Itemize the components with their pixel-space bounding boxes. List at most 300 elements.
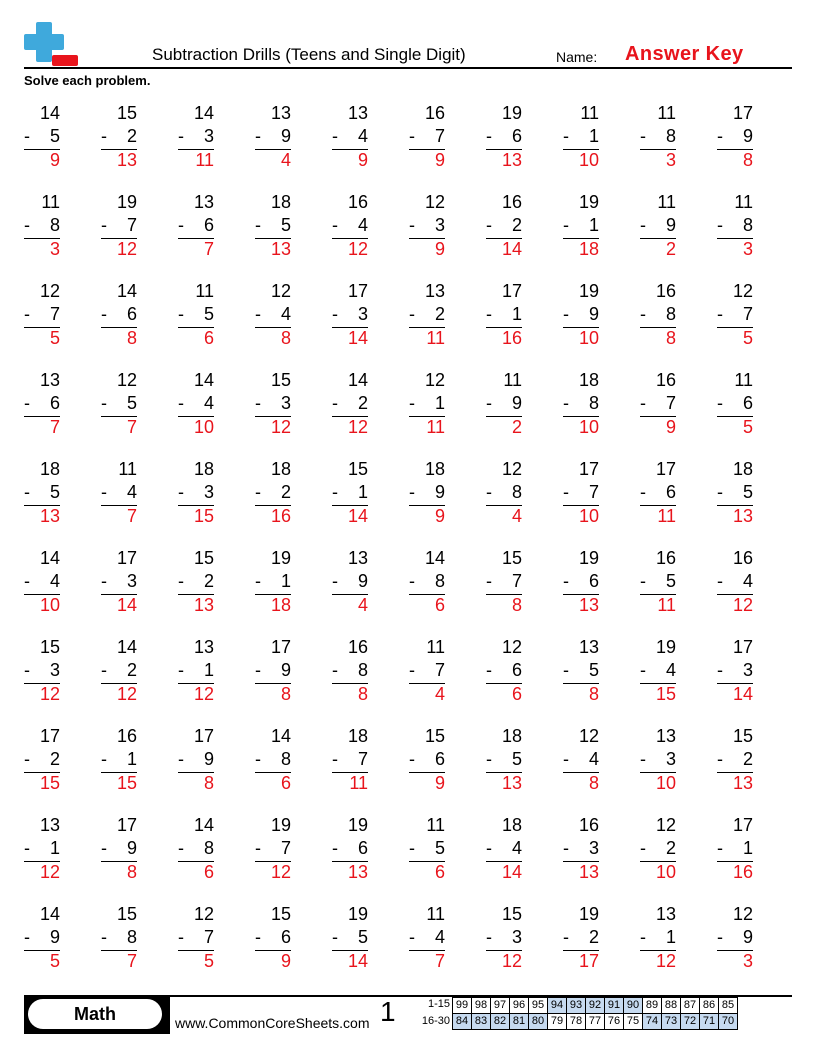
minuend: 11 — [426, 904, 445, 924]
answer: 14 — [347, 506, 368, 526]
answer: 11 — [657, 595, 676, 615]
name-label: Name: — [556, 49, 598, 65]
subtrahend: 1 — [49, 838, 60, 858]
answer: 12 — [501, 951, 522, 971]
subtrahend: 6 — [49, 393, 60, 413]
answer: 12 — [732, 595, 753, 615]
minuend: 19 — [578, 281, 599, 301]
score-cell: 93 — [567, 998, 586, 1014]
minus-sign: - — [717, 660, 723, 680]
score-cell: 89 — [643, 998, 662, 1014]
minus-sign: - — [255, 660, 261, 680]
answer: 12 — [270, 417, 291, 437]
problem — [640, 369, 680, 437]
answer: 10 — [39, 595, 60, 615]
subtrahend: 2 — [126, 126, 137, 146]
subtrahend: 7 — [357, 749, 368, 769]
answer: 6 — [434, 595, 445, 615]
problem — [24, 636, 64, 704]
score-cell: 86 — [700, 998, 719, 1014]
answer: 12 — [116, 239, 137, 259]
minus-sign: - — [486, 571, 492, 591]
problem — [717, 636, 757, 704]
minus-sign: - — [640, 927, 646, 947]
subtrahend: 6 — [126, 304, 137, 324]
problem — [563, 458, 603, 526]
subtrahend: 8 — [49, 215, 60, 235]
minus-sign: - — [563, 660, 569, 680]
answer: 4 — [511, 506, 522, 526]
minus-sign: - — [332, 749, 338, 769]
minuend: 18 — [270, 459, 291, 479]
minus-sign: - — [255, 838, 261, 858]
problem — [640, 814, 680, 882]
subtrahend: 8 — [280, 749, 291, 769]
minuend: 14 — [39, 904, 60, 924]
problem — [101, 725, 141, 793]
problem — [640, 191, 680, 259]
score-cell: 97 — [491, 998, 510, 1014]
answer: 6 — [203, 862, 214, 882]
minus-sign: - — [24, 482, 30, 502]
answer: 13 — [116, 150, 137, 170]
problem — [255, 280, 295, 348]
minus-sign: - — [24, 749, 30, 769]
subtrahend: 1 — [280, 571, 291, 591]
minus-sign: - — [486, 838, 492, 858]
minus-sign: - — [640, 482, 646, 502]
minus-sign: - — [563, 927, 569, 947]
subtrahend: 9 — [665, 215, 676, 235]
minus-sign: - — [640, 660, 646, 680]
problem — [717, 814, 757, 882]
problem — [409, 280, 449, 348]
subtrahend: 7 — [742, 304, 753, 324]
subtrahend: 1 — [511, 304, 522, 324]
minuend: 11 — [118, 459, 137, 479]
minus-sign: - — [486, 482, 492, 502]
problem — [563, 280, 603, 348]
answer: 3 — [665, 150, 676, 170]
minuend: 14 — [347, 370, 368, 390]
answer: 13 — [501, 150, 522, 170]
answer: 6 — [434, 862, 445, 882]
answer: 7 — [126, 506, 137, 526]
answer: 4 — [434, 684, 445, 704]
answer: 10 — [655, 773, 676, 793]
problem — [178, 191, 218, 259]
score-cell: 77 — [586, 1014, 605, 1030]
score-cell: 81 — [510, 1014, 529, 1030]
minuend: 12 — [501, 459, 522, 479]
problem — [178, 725, 218, 793]
subtrahend: 6 — [280, 927, 291, 947]
problem — [409, 547, 449, 615]
score-cell: 78 — [567, 1014, 586, 1030]
minus-sign: - — [486, 927, 492, 947]
answer: 10 — [578, 506, 599, 526]
score-cell: 95 — [529, 998, 548, 1014]
minus-sign: - — [486, 126, 492, 146]
answer: 12 — [116, 684, 137, 704]
subtrahend: 9 — [434, 482, 445, 502]
problem — [178, 903, 218, 971]
minuend: 18 — [39, 459, 60, 479]
problem — [563, 636, 603, 704]
answer: 6 — [203, 328, 214, 348]
problem — [255, 458, 295, 526]
minus-sign: - — [409, 126, 415, 146]
subtrahend: 3 — [742, 660, 753, 680]
minus-sign: - — [486, 215, 492, 235]
answer: 9 — [434, 150, 445, 170]
subtrahend: 5 — [742, 482, 753, 502]
minus-sign: - — [255, 749, 261, 769]
minus-sign: - — [101, 393, 107, 413]
answer: 12 — [193, 684, 214, 704]
subtrahend: 6 — [357, 838, 368, 858]
problem — [640, 280, 680, 348]
minuend: 14 — [116, 281, 137, 301]
subtrahend: 3 — [126, 571, 137, 591]
subtrahend: 8 — [126, 927, 137, 947]
subtrahend: 4 — [49, 571, 60, 591]
subtrahend: 5 — [434, 838, 445, 858]
subtrahend: 9 — [203, 749, 214, 769]
minuend: 16 — [116, 726, 137, 746]
answer: 8 — [203, 773, 214, 793]
answer: 5 — [49, 951, 60, 971]
minus-sign: - — [101, 927, 107, 947]
subtrahend: 2 — [126, 660, 137, 680]
minuend: 15 — [270, 370, 291, 390]
answer: 9 — [434, 773, 445, 793]
answer: 10 — [578, 417, 599, 437]
problem — [409, 903, 449, 971]
score-cell: 90 — [624, 998, 643, 1014]
problem — [178, 636, 218, 704]
subtrahend: 1 — [126, 749, 137, 769]
minus-sign: - — [101, 304, 107, 324]
problem — [563, 903, 603, 971]
minuend: 13 — [347, 548, 368, 568]
answer: 13 — [347, 862, 368, 882]
minuend: 19 — [578, 192, 599, 212]
minus-sign: - — [101, 571, 107, 591]
math-logo-icon — [22, 22, 80, 68]
minuend: 16 — [655, 370, 676, 390]
minuend: 13 — [39, 370, 60, 390]
answer: 5 — [49, 328, 60, 348]
problem — [563, 547, 603, 615]
minus-sign: - — [717, 126, 723, 146]
problem — [101, 280, 141, 348]
subtrahend: 7 — [665, 393, 676, 413]
answer: 11 — [349, 773, 368, 793]
answer: 4 — [357, 595, 368, 615]
answer: 5 — [742, 417, 753, 437]
subtrahend: 5 — [511, 749, 522, 769]
minuend: 16 — [347, 192, 368, 212]
minus-sign: - — [178, 215, 184, 235]
minuend: 15 — [116, 904, 137, 924]
subtrahend: 2 — [203, 571, 214, 591]
answer: 12 — [655, 951, 676, 971]
minus-sign: - — [409, 749, 415, 769]
minuend: 17 — [347, 281, 368, 301]
subtrahend: 3 — [203, 126, 214, 146]
minus-sign: - — [332, 571, 338, 591]
minus-sign: - — [563, 304, 569, 324]
minus-sign: - — [717, 304, 723, 324]
minus-sign: - — [409, 482, 415, 502]
minus-sign: - — [332, 126, 338, 146]
answer: 14 — [501, 862, 522, 882]
subtrahend: 8 — [203, 838, 214, 858]
minuend: 14 — [193, 370, 214, 390]
answer: 8 — [126, 328, 137, 348]
subtrahend: 7 — [280, 838, 291, 858]
problem — [24, 191, 64, 259]
minuend: 13 — [347, 103, 368, 123]
subtrahend: 3 — [357, 304, 368, 324]
score-cell: 96 — [510, 998, 529, 1014]
subtrahend: 1 — [203, 660, 214, 680]
problem — [486, 369, 526, 437]
minuend: 11 — [580, 103, 599, 123]
minus-sign: - — [178, 571, 184, 591]
problem — [24, 903, 64, 971]
minuend: 12 — [732, 281, 753, 301]
minuend: 15 — [270, 904, 291, 924]
minus-sign: - — [563, 749, 569, 769]
problem — [563, 814, 603, 882]
minus-sign: - — [178, 126, 184, 146]
minus-sign: - — [332, 838, 338, 858]
minus-sign: - — [563, 482, 569, 502]
minuend: 12 — [424, 192, 445, 212]
problem — [178, 458, 218, 526]
subtrahend: 2 — [665, 838, 676, 858]
minus-sign: - — [255, 927, 261, 947]
answer: 13 — [193, 595, 214, 615]
problem — [563, 369, 603, 437]
minus-sign: - — [178, 838, 184, 858]
score-cell: 98 — [472, 998, 491, 1014]
subtrahend: 9 — [588, 304, 599, 324]
subtrahend: 3 — [280, 393, 291, 413]
answer: 11 — [195, 150, 214, 170]
minuend: 13 — [193, 192, 214, 212]
subject-label: Math — [28, 999, 162, 1029]
subtrahend: 4 — [742, 571, 753, 591]
minus-sign: - — [409, 660, 415, 680]
subtrahend: 8 — [588, 393, 599, 413]
answer: 12 — [39, 862, 60, 882]
minuend: 14 — [193, 103, 214, 123]
minus-sign: - — [640, 571, 646, 591]
problem — [178, 102, 218, 170]
instructions: Solve each problem. — [24, 73, 151, 88]
subtrahend: 5 — [49, 126, 60, 146]
minus-sign: - — [101, 749, 107, 769]
problem — [563, 102, 603, 170]
minuend: 18 — [578, 370, 599, 390]
score-cell: 70 — [719, 1014, 738, 1030]
answer: 6 — [280, 773, 291, 793]
minuend: 15 — [39, 637, 60, 657]
answer: 16 — [501, 328, 522, 348]
subtrahend: 4 — [434, 927, 445, 947]
problem — [640, 102, 680, 170]
problem — [178, 814, 218, 882]
minus-sign: - — [563, 393, 569, 413]
problem — [332, 547, 372, 615]
score-cell: 74 — [643, 1014, 662, 1030]
minuend: 11 — [657, 192, 676, 212]
problem — [409, 725, 449, 793]
answer: 9 — [434, 506, 445, 526]
answer: 8 — [126, 862, 137, 882]
minuend: 17 — [501, 281, 522, 301]
problem — [717, 191, 757, 259]
minuend: 17 — [116, 548, 137, 568]
problem — [101, 369, 141, 437]
minus-sign: - — [255, 126, 261, 146]
subtrahend: 5 — [126, 393, 137, 413]
minuend: 13 — [655, 726, 676, 746]
answer: 8 — [511, 595, 522, 615]
score-cell: 84 — [453, 1014, 472, 1030]
subtrahend: 7 — [434, 126, 445, 146]
minuend: 13 — [270, 103, 291, 123]
problem — [332, 903, 372, 971]
subtrahend: 5 — [280, 215, 291, 235]
subtrahend: 3 — [665, 749, 676, 769]
score-cell: 87 — [681, 998, 700, 1014]
problem — [24, 547, 64, 615]
minuend: 17 — [732, 103, 753, 123]
problem — [409, 458, 449, 526]
problem — [640, 725, 680, 793]
score-cell: 79 — [548, 1014, 567, 1030]
subtrahend: 9 — [280, 126, 291, 146]
problem — [24, 458, 64, 526]
minus-sign: - — [178, 927, 184, 947]
minus-sign: - — [24, 660, 30, 680]
answer: 16 — [732, 862, 753, 882]
subtrahend: 4 — [357, 126, 368, 146]
subtrahend: 4 — [357, 215, 368, 235]
answer: 12 — [347, 417, 368, 437]
minuend: 19 — [578, 548, 599, 568]
minus-sign: - — [717, 838, 723, 858]
subtrahend: 1 — [434, 393, 445, 413]
minus-sign: - — [332, 482, 338, 502]
subtrahend: 8 — [665, 126, 676, 146]
score-row — [453, 1014, 738, 1030]
answer: 7 — [126, 417, 137, 437]
subtrahend: 6 — [511, 126, 522, 146]
problem — [640, 636, 680, 704]
answer: 2 — [511, 417, 522, 437]
subtrahend: 3 — [49, 660, 60, 680]
minus-sign: - — [409, 304, 415, 324]
minus-sign: - — [255, 571, 261, 591]
subtrahend: 9 — [126, 838, 137, 858]
answer: 14 — [347, 328, 368, 348]
answer: 8 — [588, 684, 599, 704]
minuend: 12 — [270, 281, 291, 301]
problem — [486, 725, 526, 793]
problem — [486, 280, 526, 348]
minus-sign: - — [332, 393, 338, 413]
minus-sign: - — [717, 749, 723, 769]
answer: 13 — [39, 506, 60, 526]
minuend: 17 — [655, 459, 676, 479]
minuend: 12 — [193, 904, 214, 924]
minuend: 14 — [424, 548, 445, 568]
minus-sign: - — [717, 927, 723, 947]
minus-sign: - — [640, 304, 646, 324]
problem — [101, 191, 141, 259]
problem — [255, 903, 295, 971]
subtrahend: 5 — [357, 927, 368, 947]
minus-sign: - — [178, 749, 184, 769]
subtrahend: 3 — [588, 838, 599, 858]
subtrahend: 3 — [434, 215, 445, 235]
minus-sign: - — [332, 660, 338, 680]
answer: 14 — [116, 595, 137, 615]
minuend: 15 — [116, 103, 137, 123]
minus-sign: - — [255, 482, 261, 502]
minuend: 17 — [578, 459, 599, 479]
minus-sign: - — [486, 749, 492, 769]
answer: 9 — [434, 239, 445, 259]
problem — [717, 458, 757, 526]
minuend: 18 — [501, 815, 522, 835]
minus-sign: - — [255, 393, 261, 413]
subtrahend: 4 — [588, 749, 599, 769]
subtrahend: 1 — [742, 838, 753, 858]
problem — [255, 547, 295, 615]
minus-sign: - — [717, 482, 723, 502]
subtrahend: 2 — [49, 749, 60, 769]
subtrahend: 2 — [742, 749, 753, 769]
problem — [101, 903, 141, 971]
problem — [24, 102, 64, 170]
minuend: 13 — [39, 815, 60, 835]
subtrahend: 7 — [434, 660, 445, 680]
problem — [332, 102, 372, 170]
minus-sign: - — [640, 838, 646, 858]
score-cell: 76 — [605, 1014, 624, 1030]
minuend: 15 — [347, 459, 368, 479]
problem — [717, 280, 757, 348]
minus-sign: - — [486, 393, 492, 413]
subtrahend: 5 — [49, 482, 60, 502]
minus-sign: - — [563, 126, 569, 146]
answer: 13 — [578, 595, 599, 615]
minuend: 11 — [734, 192, 753, 212]
subtrahend: 6 — [511, 660, 522, 680]
problem — [255, 369, 295, 437]
minus-sign: - — [717, 393, 723, 413]
problem — [717, 903, 757, 971]
score-cell: 75 — [624, 1014, 643, 1030]
answer: 7 — [126, 951, 137, 971]
problem — [640, 547, 680, 615]
